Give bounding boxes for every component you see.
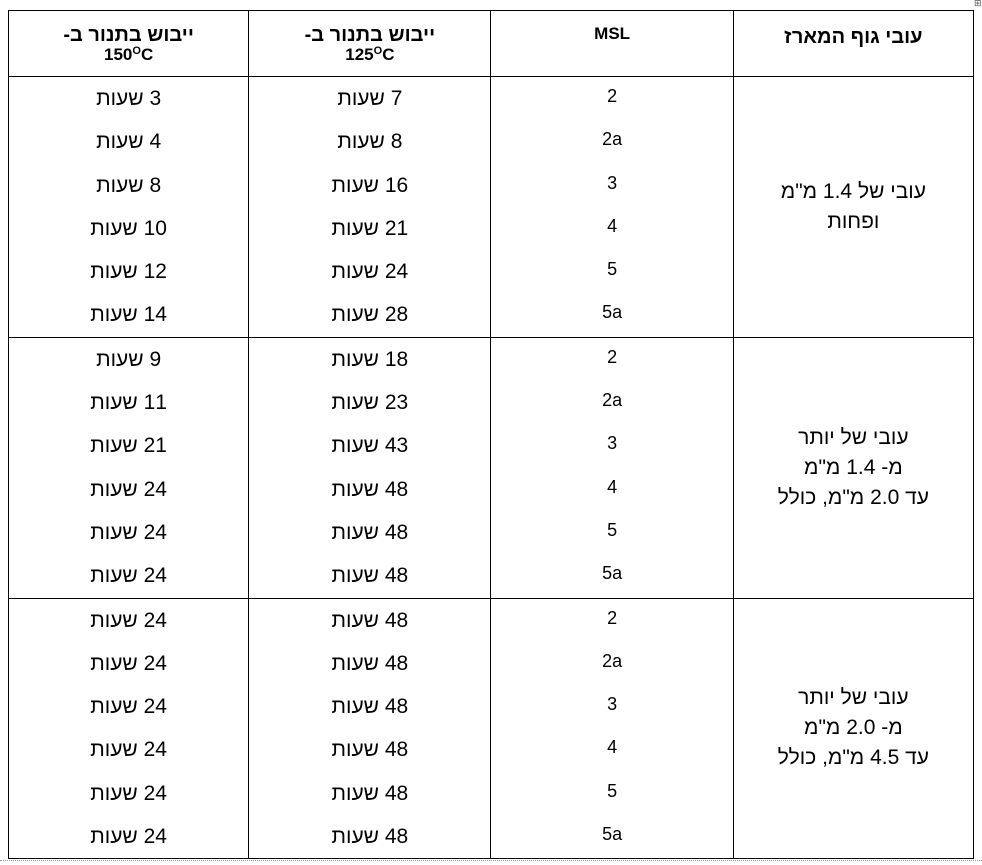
bake-125-value: 28 שעות [331, 303, 409, 327]
msl-cell [491, 337, 733, 598]
msl-level: 5 [607, 259, 618, 280]
bake-150-value: 24 שעות [90, 738, 167, 762]
bake-125-value: 21 שעות [331, 216, 409, 240]
msl-level: 5a [602, 302, 623, 323]
bake-125-value: 48 שעות [331, 651, 409, 675]
thickness-range [734, 423, 973, 513]
table-header-row [9, 11, 974, 77]
thickness-line: עובי של יותר [798, 686, 909, 710]
header-bake-125-label: ייבוש בתנור ב- [304, 23, 436, 46]
thickness-range [734, 683, 973, 773]
bake-150-value: 24 שעות [90, 520, 167, 544]
msl-cell [491, 77, 733, 338]
bake-150-value: 9 שעות [96, 347, 162, 371]
thickness-line: מ- 1.4 מ"מ [804, 455, 903, 479]
table-move-handle-icon[interactable]: ⊞ [974, 0, 982, 9]
thickness-line: מ- 2.0 מ"מ [804, 716, 903, 740]
bake-125-cell [249, 337, 491, 598]
thickness-cell [733, 77, 973, 338]
bake-125-value: 48 שעות [331, 781, 409, 805]
bake-150-value: 24 שעות [90, 477, 167, 501]
bake-150-value: 24 שעות [90, 608, 167, 632]
msl-cell [491, 598, 733, 859]
bake-150-value: 8 שעות [96, 173, 162, 197]
bake-125-value: 23 שעות [331, 391, 409, 415]
bake-125-value: 16 שעות [331, 173, 409, 197]
msl-level: 2a [602, 390, 623, 411]
msl-level: 2 [607, 346, 618, 367]
msl-level: 3 [607, 694, 618, 715]
bake-150-value: 11 שעות [90, 391, 167, 415]
bake-125-cell [249, 598, 491, 859]
baking-time-table [8, 10, 974, 859]
msl-level: 2 [607, 607, 618, 628]
msl-level: 4 [607, 737, 618, 758]
msl-level: 3 [607, 433, 618, 454]
bake-125-value: 48 שעות [331, 564, 409, 588]
msl-level: 5a [602, 824, 623, 845]
msl-level: 5 [607, 519, 618, 540]
table-row [9, 337, 974, 598]
bake-125-value: 8 שעות [337, 130, 403, 154]
bake-125-value: 18 שעות [331, 347, 409, 371]
header-msl [491, 11, 733, 77]
header-bake-150 [9, 11, 249, 77]
bake-150-value: 24 שעות [90, 695, 167, 719]
bake-150-value: 24 שעות [90, 825, 167, 849]
bake-125-value: 7 שעות [337, 87, 403, 110]
bake-125-value: 48 שעות [331, 477, 409, 501]
bake-125-value: 48 שעות [331, 825, 409, 849]
thickness-line: ופחות [827, 209, 880, 233]
bake-125-value: 48 שעות [331, 520, 409, 544]
header-bake-125 [249, 11, 491, 77]
thickness-line: עד 2.0 מ"מ, כולל [777, 485, 929, 509]
bake-150-cell [9, 337, 249, 598]
thickness-line: עובי של יותר [798, 425, 909, 449]
msl-level: 3 [607, 172, 618, 193]
header-thickness-label: עובי גוף המארז [784, 26, 923, 48]
bake-150-value: 24 שעות [90, 651, 167, 675]
thickness-cell [733, 598, 973, 859]
thickness-line: עובי של 1.4 מ"מ [780, 179, 926, 203]
bake-150-value: 10 שעות [90, 216, 167, 240]
msl-level: 5 [607, 780, 618, 801]
header-bake-125-temp: $125^OC$ [345, 44, 395, 64]
bake-150-value: 12 שעות [90, 260, 167, 284]
msl-level: 2a [602, 650, 623, 671]
bake-125-value: 48 שעות [331, 695, 409, 719]
msl-level: 4 [607, 215, 618, 236]
header-msl-label: MSL [594, 23, 631, 43]
bake-150-cell [9, 77, 249, 338]
bake-150-value: 24 שעות [90, 564, 167, 588]
bake-150-value: 4 שעות [96, 130, 162, 154]
msl-level: 2a [602, 129, 623, 150]
header-bake-150-label: ייבוש בתנור ב- [63, 23, 194, 46]
page-boundary [0, 860, 982, 862]
bake-150-cell [9, 598, 249, 859]
thickness-range [734, 177, 973, 237]
thickness-cell [733, 337, 973, 598]
bake-150-value: 21 שעות [90, 434, 167, 458]
table-row [9, 77, 974, 338]
bake-150-value: 14 שעות [90, 303, 167, 327]
bake-125-cell [249, 77, 491, 338]
table-row [9, 598, 974, 859]
bake-150-value: 3 שעות [96, 87, 162, 110]
bake-150-value: 24 שעות [90, 781, 167, 805]
thickness-line: עד 4.5 מ"מ, כולל [777, 746, 929, 770]
bake-125-value: 48 שעות [331, 738, 409, 762]
header-bake-150-temp: $150^OC$ [104, 44, 154, 64]
msl-level: 5a [602, 563, 623, 584]
bake-125-value: 43 שעות [331, 434, 409, 458]
header-thickness [733, 11, 973, 77]
msl-level: 2 [607, 86, 618, 106]
bake-125-value: 48 שעות [331, 608, 409, 632]
msl-level: 4 [607, 476, 618, 497]
bake-125-value: 24 שעות [331, 260, 409, 284]
